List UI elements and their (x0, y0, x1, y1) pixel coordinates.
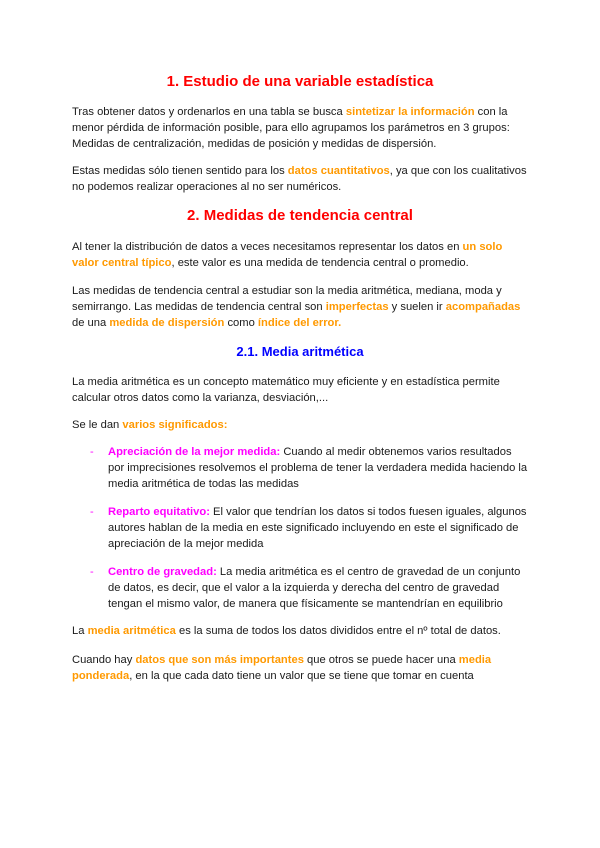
highlighted-text: un solo (462, 241, 503, 253)
text-segment: Se le dan (72, 419, 123, 431)
text-segment: como (224, 317, 258, 329)
paragraph-line (72, 239, 502, 255)
text-segment: , este valor es una medida de tendencia central o promedio. (171, 257, 469, 269)
text-segment: Cuando hay (72, 654, 136, 666)
text-segment: Las medidas de tendencia central a estudiar son la media aritmética, mediana, moda y (72, 285, 502, 297)
text-segment: La media aritmética es un concepto matemático muy eficiente y en estadística permite (72, 376, 500, 388)
text-segment: que otros se puede hacer una (303, 654, 459, 666)
paragraph-line (72, 417, 227, 433)
list-item-line (108, 460, 527, 476)
subsection-heading: 2.1. Media aritmética (236, 344, 364, 359)
paragraph-line (72, 163, 527, 179)
section-heading: 1. Estudio de una variable estadística (166, 73, 434, 90)
text-segment: media aritmética de todas las medidas (108, 478, 299, 490)
highlighted-text: media aritmética (87, 625, 176, 637)
text-segment: Estas medidas sólo tienen sentido para los (72, 165, 288, 177)
highlighted-text: ponderada (72, 670, 130, 682)
paragraph-line (72, 120, 510, 136)
section-heading: 2. Medidas de tendencia central (187, 207, 413, 224)
list-bullet: - (90, 446, 94, 458)
highlighted-text: sintetizar la información (345, 106, 475, 118)
text-segment: no podemos realizar operaciones al no ser numéricos. (72, 181, 342, 193)
paragraph-line (72, 104, 508, 120)
text-segment: , ya que con los cualitativos (389, 165, 527, 177)
term-label: Centro de gravedad: (108, 566, 217, 578)
text-segment: El valor que tendrían los datos si todos fuesen iguales, algunos (209, 506, 527, 518)
text-segment: con la (474, 106, 508, 118)
list-bullet: - (90, 506, 94, 518)
highlighted-text: datos cuantitativos (287, 165, 390, 177)
paragraph-line (72, 623, 501, 639)
paragraph-line (72, 374, 500, 390)
highlighted-text: valor central típico (72, 257, 172, 269)
text-segment: La (72, 625, 88, 637)
text-segment: y suelen ir (388, 301, 446, 313)
highlighted-text: media (458, 654, 492, 666)
list-item-line (108, 476, 299, 492)
paragraph-line (72, 315, 341, 331)
paragraph-line (72, 652, 491, 668)
list-item-line (108, 580, 499, 596)
text-segment: La media aritmética es el centro de gravedad de un conjunto (216, 566, 521, 578)
highlighted-text: varios significados: (122, 419, 228, 431)
text-segment: , en la que cada dato tiene un valor que se tiene que tomar en cuenta (129, 670, 474, 682)
list-item-line (108, 444, 512, 460)
highlighted-text: datos que son más importantes (135, 654, 304, 666)
list-item-line (108, 520, 519, 536)
text-segment: Al tener la distribución de datos a veces necesitamos representar los datos en (72, 241, 463, 253)
text-segment: menor pérdida de información posible, para ello agrupamos los parámetros en 3 grupos: (72, 122, 510, 134)
list-item-line (108, 536, 263, 552)
paragraph-line (72, 283, 502, 299)
list-item-line (108, 504, 527, 520)
paragraph-line (72, 255, 469, 271)
highlighted-text: acompañadas (445, 301, 521, 313)
text-segment: Cuando al medir obtenemos varios resultados (280, 446, 512, 458)
highlighted-text: imperfectas (325, 301, 389, 313)
text-segment: apreciación de la mejor medida (108, 538, 264, 550)
list-bullet: - (90, 566, 94, 578)
text-segment: Medidas de centralización, medidas de posición y medidas de dispersión. (72, 138, 437, 150)
text-segment: calcular otros datos como la varianza, desviación,... (72, 392, 329, 404)
paragraph-line (72, 668, 474, 684)
list-item-line (108, 596, 503, 612)
paragraph-line (72, 299, 520, 315)
paragraph-line (72, 390, 328, 406)
text-segment: de datos, es decir, que el valor a la izquierda y derecha del centro de gravedad (108, 582, 500, 594)
list-item-line (108, 564, 520, 580)
term-label: Apreciación de la mejor medida: (108, 446, 281, 458)
text-segment: tengan el mismo valor, de manera que físicamente se mantendrían en equilibrio (108, 598, 503, 610)
term-label: Reparto equitativo: (108, 506, 210, 518)
text-segment: Tras obtener datos y ordenarlos en una tabla se busca (72, 106, 346, 118)
text-segment: es la suma de todos los datos divididos entre el nº total de datos. (175, 625, 501, 637)
text-segment: de una (72, 317, 110, 329)
highlighted-text: medida de dispersión (109, 317, 225, 329)
paragraph-line (72, 136, 436, 152)
text-segment: semirrango. Las medidas de tendencia central son (72, 301, 326, 313)
text-segment: por imprecisiones resolvemos el problema de tener la verdadera medida haciendo la (108, 462, 528, 474)
highlighted-text: índice del error. (257, 317, 342, 329)
paragraph-line (72, 179, 341, 195)
text-segment: autores hablan de la media en este significado incluyendo en este el significado de (108, 522, 519, 534)
